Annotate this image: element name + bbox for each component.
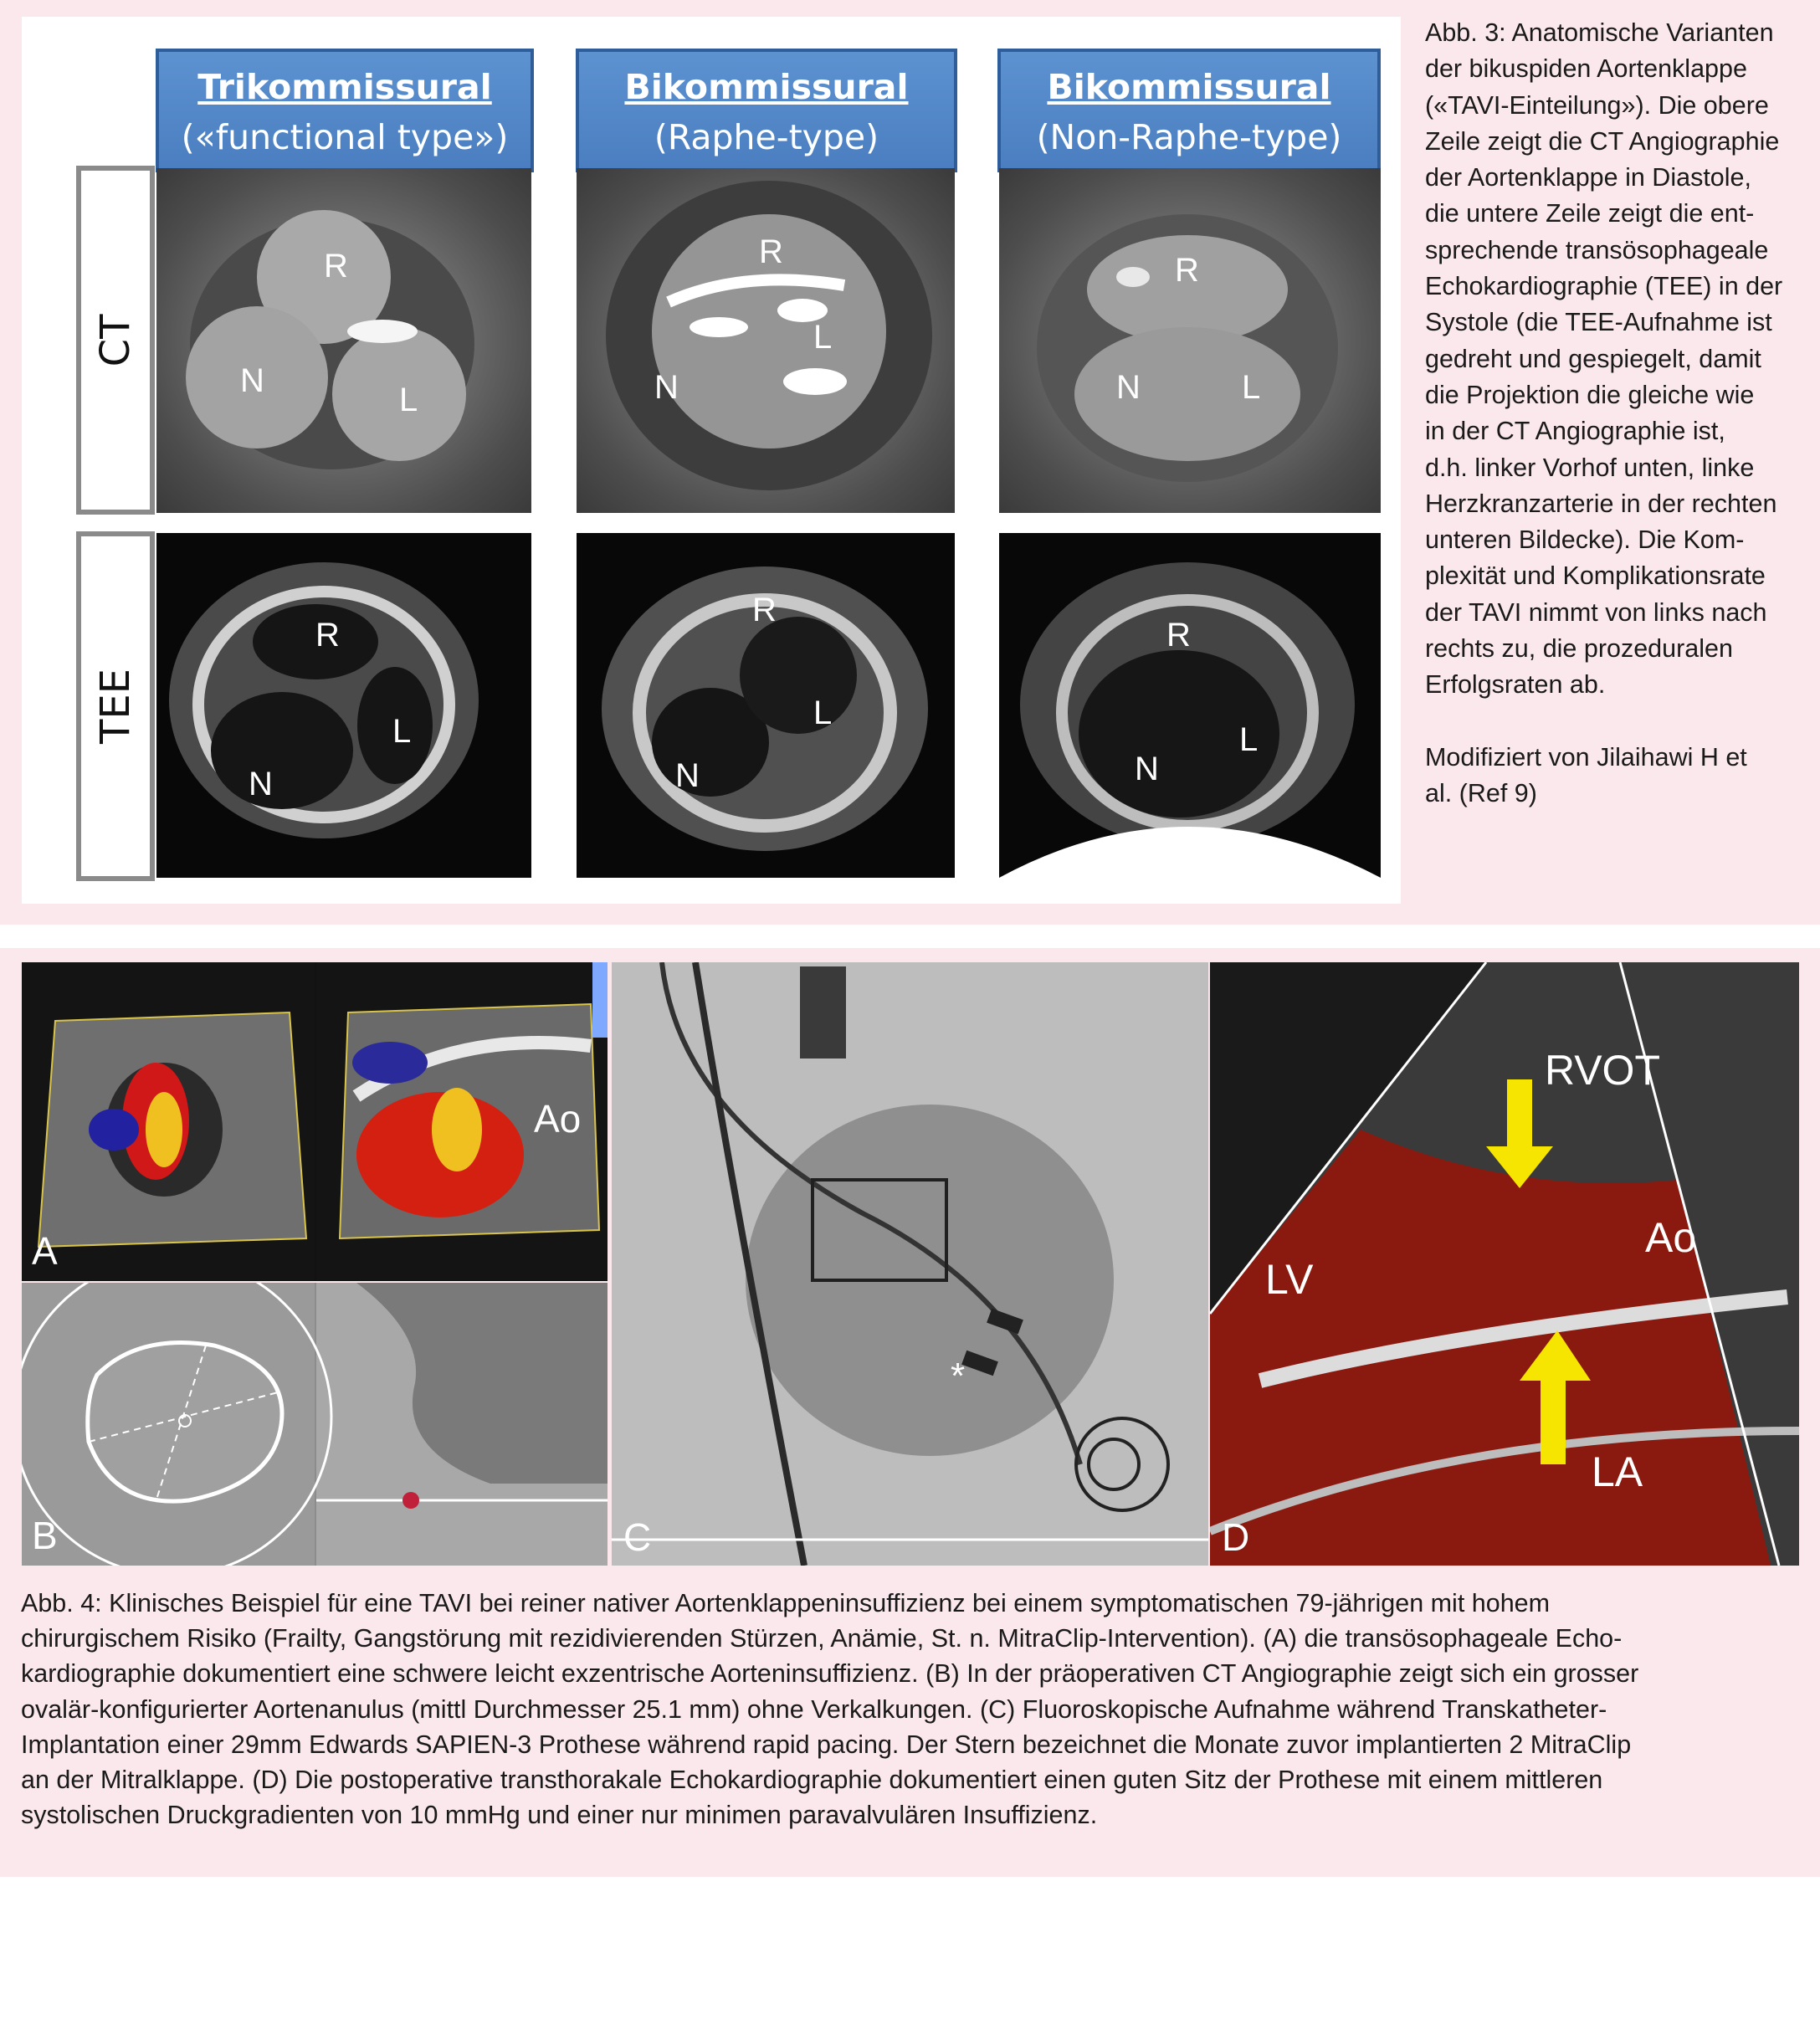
figure-3-caption — [1425, 15, 1793, 812]
panel-b-ct-annulus — [22, 1283, 608, 1566]
cusp-label-r: R — [315, 617, 340, 654]
figure-3-caption-line: der bikuspiden Aortenklappe — [1425, 54, 1747, 84]
cusp-label-n: N — [249, 766, 273, 802]
column-title: Bikommissural — [624, 67, 909, 107]
tee-trikommissural-drawing — [156, 533, 531, 878]
figure-3-caption-line: d.h. linker Vorhof unten, linke — [1425, 453, 1755, 482]
figure-3-caption-line: die untere Zeile zeigt die ent- — [1425, 199, 1755, 228]
row-label-ct: CT — [76, 166, 155, 515]
cusp-label-r: R — [1175, 252, 1199, 289]
cusp-label-r: R — [752, 592, 777, 628]
cusp-label-l: L — [399, 382, 418, 418]
figure-4-caption-line: Implantation einer 29mm Edwards SAPIEN-3 Prothese während rapid pacing. Der Stern bezeichnet die Monate zuvor implantierten 2 MitraClip — [21, 1730, 1632, 1759]
column-header-trikommissural — [156, 49, 534, 172]
column-subtitle: («functional type») — [181, 117, 509, 157]
label-ao: Ao — [1645, 1214, 1697, 1261]
tee-image-trikommissural — [156, 533, 531, 878]
column-subtitle: (Non-Raphe-type) — [1036, 117, 1342, 157]
label-lv: LV — [1265, 1256, 1314, 1303]
figure-3-caption-line: Herzkranzarterie in der rechten — [1425, 489, 1777, 518]
figure-4-caption-line: an der Mitralklappe. (D) Die postoperative transthorakale Echokardiographie dokumentiert einen guten Sitz der Prothese mit einem mittleren — [21, 1766, 1603, 1795]
figure-4-caption-line: kardiographie dokumentiert eine schwere leicht exzentrische Aorteninsuffizienz. (B) In der präoperativen CT Angiographie zeigt sich ein grosser — [21, 1659, 1639, 1689]
figure-4-caption-line: Abb. 4: Klinisches Beispiel für eine TAVI bei reiner nativer Aortenklappeninsuffizienz bei einem symptomatischen 79-jährigen mit hohem — [21, 1589, 1551, 1617]
figure-3-source-line: al. (Ref 9) — [1425, 778, 1537, 807]
tee-image-bikommissural-raphe — [577, 533, 955, 878]
panel-letter-d: D — [1222, 1515, 1250, 1559]
panel-d-tte — [1210, 962, 1799, 1566]
column-header-bikommissural-non-raphe — [997, 49, 1381, 172]
figure-4-caption-line: ovalär-konfigurierter Aortenanulus (mittl Durchmesser 25.1 mm) ohne Verkalkungen. (C) Fluoroskopische Aufnahme während Transkatheter- — [21, 1694, 1607, 1724]
label-rvot: RVOT — [1545, 1047, 1660, 1094]
cusp-label-l: L — [1242, 369, 1261, 406]
label-ao: Ao — [534, 1097, 582, 1141]
cusp-label-r: R — [324, 248, 348, 284]
panel-letter-b: B — [32, 1514, 58, 1557]
panel-letter-a: A — [32, 1229, 58, 1273]
cusp-label-l: L — [813, 695, 833, 731]
cusp-label-n: N — [675, 757, 700, 794]
panel-c-drawing — [612, 962, 1208, 1566]
figure-3-caption-line: in der CT Angiographie ist, — [1425, 417, 1725, 446]
panel-a-drawing — [22, 962, 608, 1281]
figure-3-caption-line: («TAVI-Einteilung»). Die obere — [1425, 90, 1769, 120]
ct-trikommissural-drawing — [156, 168, 531, 513]
figure-3-caption-line: sprechende transösophageale — [1425, 235, 1769, 264]
ct-image-bikommissural-non-raphe — [999, 168, 1381, 513]
label-la: LA — [1592, 1448, 1643, 1495]
cusp-label-n: N — [1135, 751, 1159, 787]
cusp-label-n: N — [240, 362, 264, 399]
figure-3-caption-line: Erfolgsraten ab. — [1425, 670, 1606, 700]
panel-c-fluoroscopy — [612, 962, 1208, 1566]
figure-3-caption-line: die Projektion die gleiche wie — [1425, 380, 1755, 409]
label-star: * — [951, 1356, 966, 1397]
column-subtitle: (Raphe-type) — [654, 117, 879, 157]
ct-raphe-drawing — [577, 168, 955, 513]
figure-4-caption — [21, 1586, 1799, 1833]
row-label-tee: TEE — [76, 531, 155, 881]
cusp-label-l: L — [392, 713, 412, 750]
figure-3-caption-line: rechts zu, die prozeduralen — [1425, 634, 1733, 664]
column-title: Bikommissural — [1047, 67, 1331, 107]
figure-3-caption-line: der Aortenklappe in Diastole, — [1425, 163, 1751, 192]
figure-4-caption-line: chirurgischem Risiko (Frailty, Gangstörung mit rezidivierenden Stürzen, Anämie, St. n. MitraClip-Intervention). (A) die transösophageale Echo- — [21, 1624, 1623, 1653]
tee-image-bikommissural-non-raphe — [999, 533, 1381, 878]
figure-3-caption-line: plexität und Komplikationsrate — [1425, 561, 1766, 591]
figure-4-caption-line: systolischen Druckgradienten von 10 mmHg und einer nur minimen paravalvulären Insuffizienz. — [21, 1801, 1098, 1830]
tee-non-raphe-drawing — [999, 533, 1381, 878]
figure-3-image-panel — [22, 17, 1401, 904]
figure-3-caption-line: Echokardiographie (TEE) in der — [1425, 272, 1783, 301]
figure-3-caption-line: der TAVI nimmt von links nach — [1425, 597, 1767, 627]
figure-3-source-line: Modifiziert von Jilaihawi H et — [1425, 742, 1747, 771]
cusp-label-l: L — [1239, 721, 1259, 758]
cusp-label-n: N — [654, 369, 679, 406]
figure-3-caption-line: Abb. 3: Anatomische Varianten — [1425, 18, 1774, 47]
column-title: Trikommissural — [197, 67, 492, 107]
panel-a-tee-doppler — [22, 962, 608, 1281]
column-header-bikommissural-raphe — [576, 49, 957, 172]
tee-raphe-drawing — [577, 533, 955, 878]
ct-non-raphe-drawing — [999, 168, 1381, 513]
figure-3-caption-line: Zeile zeigt die CT Angiographie — [1425, 126, 1780, 156]
figure-3-caption-line: unteren Bildecke). Die Kom- — [1425, 525, 1745, 555]
ct-image-bikommissural-raphe — [577, 168, 955, 513]
cusp-label-l: L — [813, 319, 833, 356]
panel-b-drawing — [22, 1283, 608, 1566]
figure-3-caption-line: gedreht und gespiegelt, damit — [1425, 344, 1761, 373]
cusp-label-r: R — [759, 233, 783, 270]
cusp-label-n: N — [1116, 369, 1141, 406]
figure-3-caption-line: Systole (die TEE-Aufnahme ist — [1425, 308, 1772, 337]
ct-image-trikommissural — [156, 168, 531, 513]
panel-letter-c: C — [623, 1515, 652, 1559]
cusp-label-r: R — [1166, 617, 1191, 654]
